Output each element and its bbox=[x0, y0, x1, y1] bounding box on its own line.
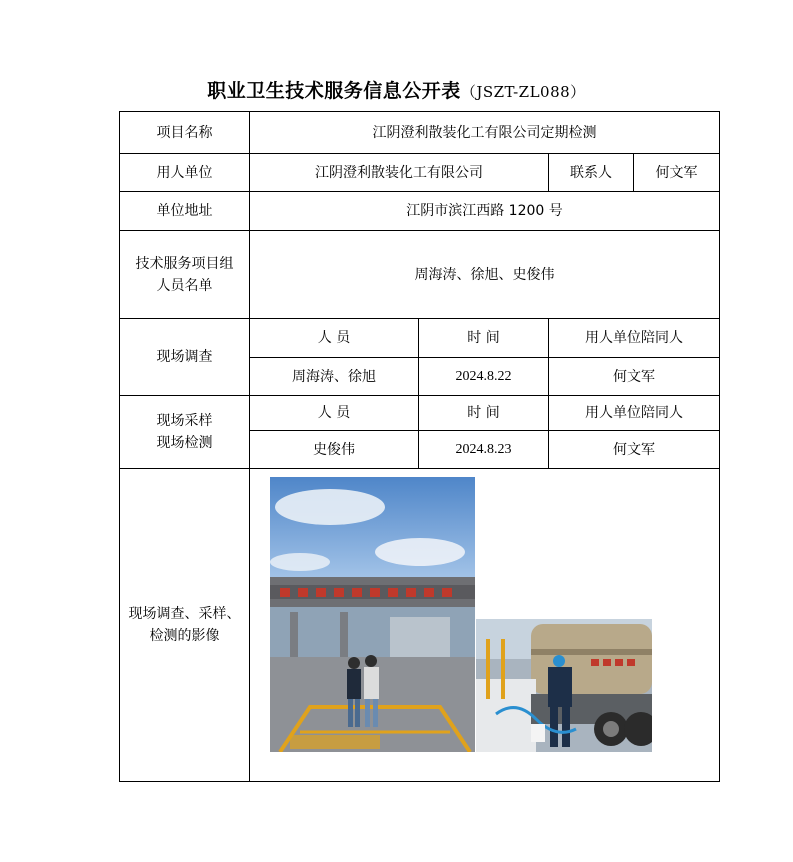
title-main: 职业卫生技术服务信息公开表 bbox=[207, 80, 461, 102]
sampling-col-time: 时 间 bbox=[419, 396, 549, 431]
sampling-escort: 何文军 bbox=[549, 431, 720, 469]
site-survey-photo bbox=[270, 477, 475, 752]
row-address bbox=[120, 192, 720, 231]
info-table bbox=[119, 111, 720, 782]
team-label bbox=[120, 231, 250, 319]
contact-label: 联系人 bbox=[549, 154, 634, 192]
project-name-label: 项目名称 bbox=[120, 112, 250, 154]
images-label bbox=[120, 469, 250, 782]
page-title bbox=[0, 76, 793, 103]
title-code: （JSZT-ZL088） bbox=[460, 83, 586, 101]
employer-value: 江阴澄利散装化工有限公司 bbox=[250, 154, 549, 192]
row-images bbox=[120, 469, 720, 782]
sampling-col-escort: 用人单位陪同人 bbox=[549, 396, 720, 431]
sampling-label-line1: 现场采样 bbox=[156, 413, 213, 429]
survey-people: 周海涛、徐旭 bbox=[250, 358, 419, 396]
sampling-people: 史俊伟 bbox=[250, 431, 419, 469]
images-label-line2: 检测的影像 bbox=[149, 628, 220, 644]
survey-label: 现场调查 bbox=[120, 319, 250, 396]
employer-label: 用人单位 bbox=[120, 154, 250, 192]
sampling-col-people: 人 员 bbox=[250, 396, 419, 431]
site-sampling-photo bbox=[476, 619, 652, 752]
address-label: 单位地址 bbox=[120, 192, 250, 231]
images-label-line1: 现场调查、采样、 bbox=[128, 606, 241, 622]
survey-col-time: 时 间 bbox=[419, 319, 549, 358]
team-label-line2: 人员名单 bbox=[156, 277, 213, 294]
row-survey-header bbox=[120, 319, 720, 358]
team-value: 周海涛、徐旭、史俊伟 bbox=[250, 231, 720, 319]
sampling-time: 2024.8.23 bbox=[419, 431, 549, 469]
row-team bbox=[120, 231, 720, 319]
survey-escort: 何文军 bbox=[549, 358, 720, 396]
row-project-name bbox=[120, 112, 720, 154]
sampling-label bbox=[120, 396, 250, 469]
address-value: 江阴市滨江西路 1200 号 bbox=[250, 192, 720, 231]
images-cell bbox=[250, 469, 720, 782]
row-sampling-header bbox=[120, 396, 720, 431]
sampling-label-line2: 现场检测 bbox=[156, 435, 213, 451]
survey-col-people: 人 员 bbox=[250, 319, 419, 358]
row-employer bbox=[120, 154, 720, 192]
project-name-value: 江阴澄利散装化工有限公司定期检测 bbox=[250, 112, 720, 154]
survey-col-escort: 用人单位陪同人 bbox=[549, 319, 720, 358]
survey-time: 2024.8.22 bbox=[419, 358, 549, 396]
contact-value: 何文军 bbox=[634, 154, 720, 192]
team-label-line1: 技术服务项目组 bbox=[135, 255, 234, 272]
